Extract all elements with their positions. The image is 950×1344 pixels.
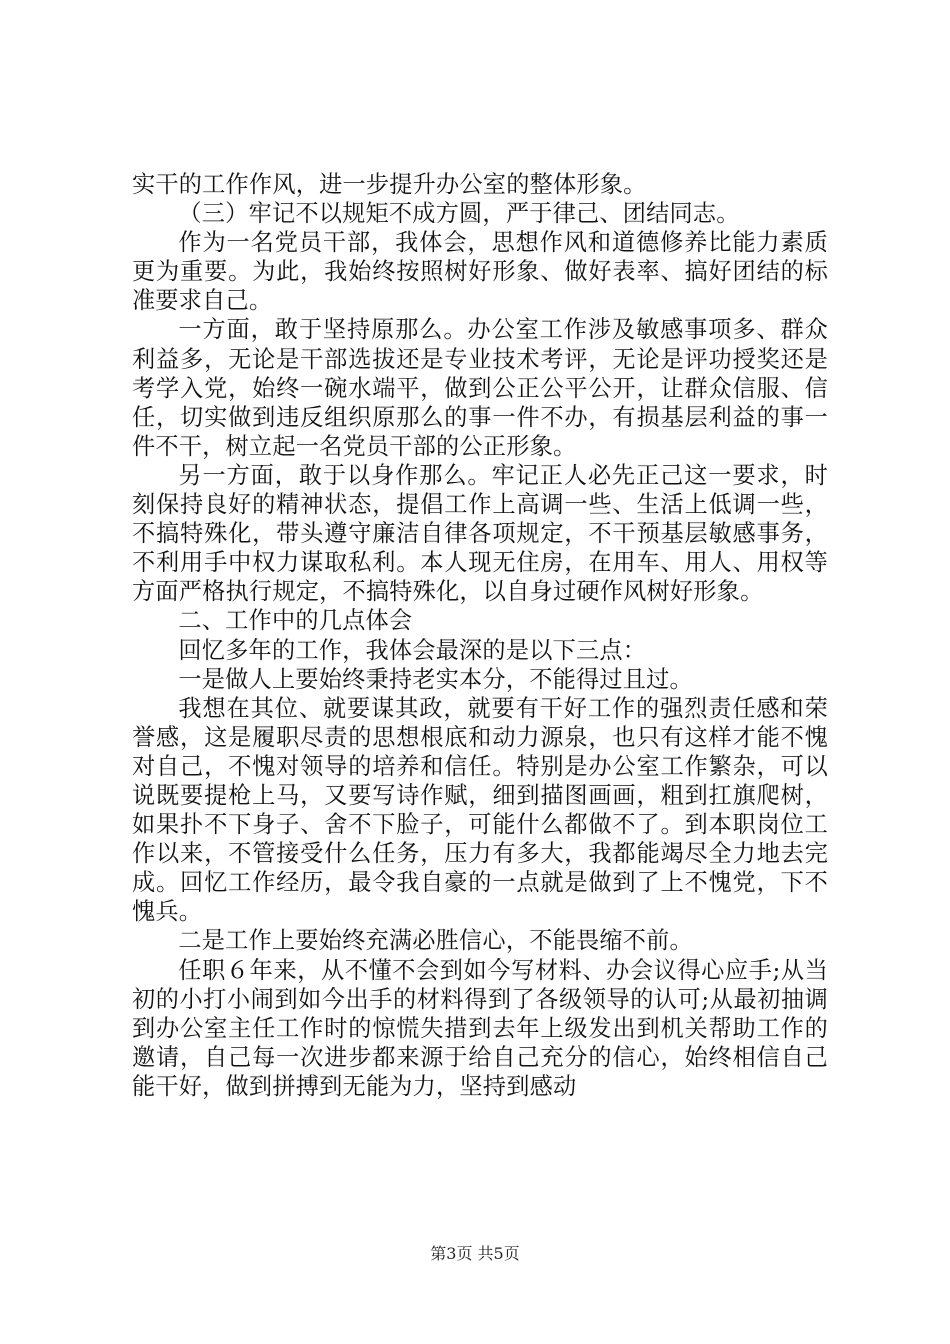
paragraph: 另一方面，敢于以身作那么。牢记正人必先正己这一要求，时刻保持良好的精神状态，提倡工作上高调一些、生活上低调一些，不搞特殊化，带头遵守廉洁自律各项规定，不干预基层敏感事务，不利用手中权力谋取私利。本人现无住房，在用车、用人、用权等方面严格执行规定，不搞特殊化，以自身过硬作风树好形象。: [132, 461, 828, 606]
paragraph: 我想在其位、就要谋其政，就要有干好工作的强烈责任感和荣誉感，这是履职尽责的思想根底和动力源泉，也只有这样才能不愧对自己，不愧对领导的培养和信任。特别是办公室工作繁杂，可以说既要提枪上马，又要写诗作赋，细到描图画画，粗到扛旗爬树，如果扑不下身子、舍不下脸子，可能什么都做不了。到本职岗位工作以来，不管接受什么任务，压力有多大，我都能竭尽全力地去完成。回忆工作经历，最令我自豪的一点就是做到了上不愧党，下不愧兵。: [132, 694, 828, 926]
paragraph-continuation: 实干的工作作风，进一步提升办公室的整体形象。: [132, 171, 647, 198]
paragraph: 一方面，敢于坚持原那么。办公室工作涉及敏感事项多、群众利益多，无论是干部选拔还是专业技术考评，无论是评功授奖还是考学入党，始终一碗水端平，做到公正公平公开，让群众信服、信任，切实做到违反组织原那么的事一件不办，有损基层利益的事一件不干，树立起一名党员干部的公正形象。: [132, 316, 828, 460]
body-text: [132, 170, 828, 1101]
paragraph: 回忆多年的工作，我体会最深的是以下三点：: [178, 636, 647, 664]
section-heading-two: 二、工作中的几点体会: [178, 607, 413, 635]
section-heading-three: （三）牢记不以规矩不成方圆，严于律己、团结同志。: [178, 200, 740, 228]
paragraph: 作为一名党员干部，我体会，思想作风和道德修养比能力素质更为重要。为此，我始终按照树好形象、做好表率、搞好团结的标准要求自己。: [132, 229, 828, 315]
page-number-footer: 第3页 共5页: [430, 1244, 520, 1263]
point-heading-one: 一是做人上要始终秉持老实本分，不能得过且过。: [178, 665, 693, 693]
paragraph: 任职６年来，从不懂不会到如今写材料、办会议得心应手;从当初的小打小闹到如今出手的材料得到了各级领导的认可;从最初抽调到办公室主任工作时的惊慌失措到去年上级发出到机关帮助工作的邀请，自己每一次进步都来源于给自己充分的信心，始终相信自己能干好，做到拼搏到无能为力，坚持到感动: [132, 956, 828, 1100]
point-heading-two: 二是工作上要始终充满必胜信心，不能畏缩不前。: [178, 927, 693, 955]
